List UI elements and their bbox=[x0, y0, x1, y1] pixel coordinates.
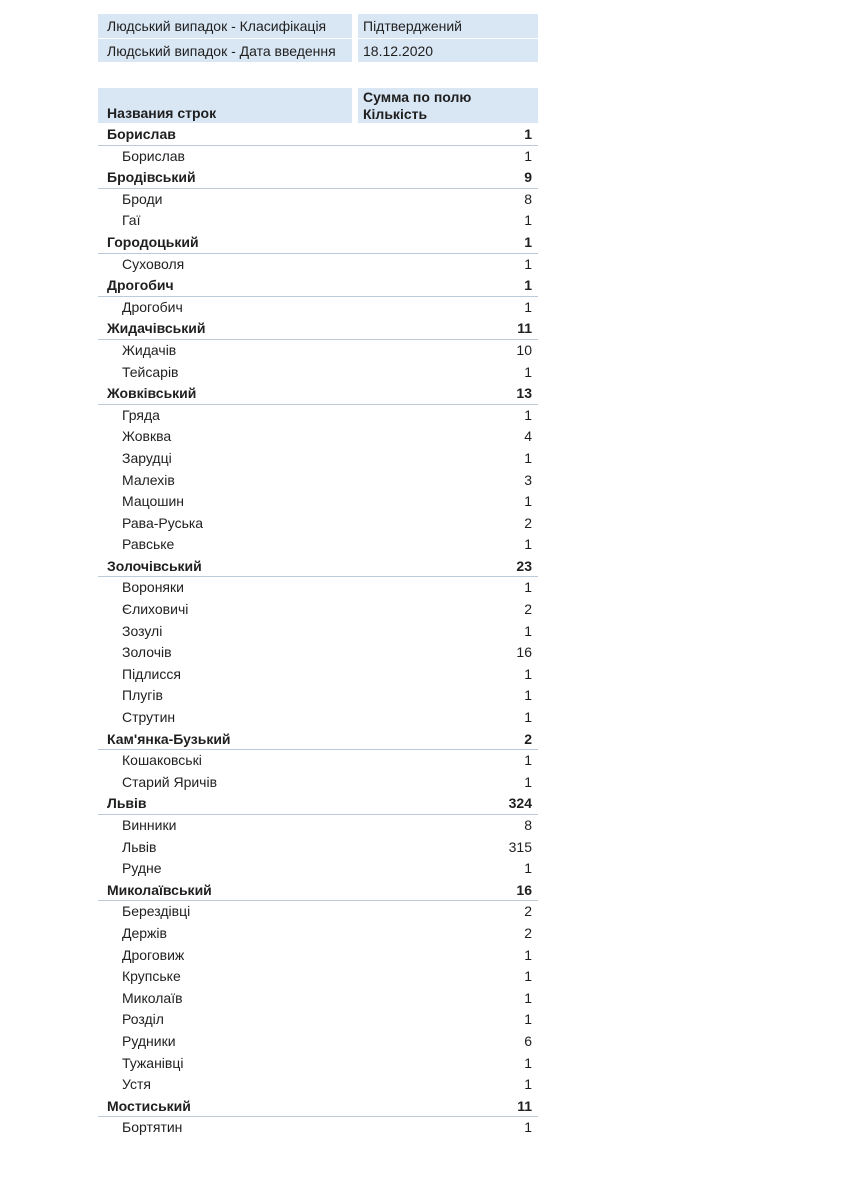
row-label: Берездівці bbox=[122, 903, 191, 920]
pivot-detail-row[interactable] bbox=[98, 513, 538, 535]
pivot-group-row[interactable] bbox=[98, 232, 538, 254]
row-value: 16 bbox=[516, 644, 532, 661]
row-value: 1 bbox=[524, 946, 532, 963]
pivot-detail-row[interactable] bbox=[98, 491, 538, 513]
pivot-detail-row[interactable] bbox=[98, 685, 538, 707]
row-label: Єлиховичі bbox=[122, 601, 189, 618]
pivot-detail-row[interactable] bbox=[98, 815, 538, 837]
row-value: 10 bbox=[516, 341, 532, 358]
pivot-group-row[interactable] bbox=[98, 275, 538, 297]
row-label: Дрогобич bbox=[107, 277, 174, 294]
row-label: Борислав bbox=[107, 126, 176, 142]
pivot-header-row bbox=[98, 88, 538, 123]
row-label: Рудники bbox=[122, 1032, 176, 1049]
values-header-line1: Сумма по полю bbox=[363, 89, 472, 105]
pivot-detail-row[interactable] bbox=[98, 750, 538, 772]
row-label: Кам'янка-Бузький bbox=[107, 730, 231, 747]
row-value: 1 bbox=[524, 212, 532, 229]
row-value: 1 bbox=[524, 709, 532, 726]
row-value: 2 bbox=[524, 730, 532, 747]
pivot-detail-row[interactable] bbox=[98, 923, 538, 945]
pivot-detail-row[interactable] bbox=[98, 988, 538, 1010]
pivot-detail-row[interactable] bbox=[98, 707, 538, 729]
pivot-detail-row[interactable] bbox=[98, 146, 538, 168]
row-label: Вороняки bbox=[122, 579, 184, 596]
row-label: Львів bbox=[122, 838, 157, 855]
row-label: Крупське bbox=[122, 968, 181, 985]
pivot-group-row[interactable] bbox=[98, 318, 538, 340]
pivot-detail-row[interactable] bbox=[98, 599, 538, 621]
row-label: Жидачів bbox=[122, 341, 177, 358]
row-value: 11 bbox=[517, 320, 532, 337]
row-value: 1 bbox=[524, 277, 532, 294]
row-value: 2 bbox=[524, 924, 532, 941]
pivot-detail-row[interactable] bbox=[98, 1031, 538, 1053]
row-value: 13 bbox=[516, 385, 532, 402]
pivot-rows-area bbox=[98, 124, 538, 1139]
row-value: 1 bbox=[524, 622, 532, 639]
pivot-detail-row[interactable] bbox=[98, 448, 538, 470]
row-label: Суховоля bbox=[122, 255, 185, 272]
values-header-line2: Кількість bbox=[363, 105, 428, 122]
filter-value-entry-date[interactable]: 18.12.2020 bbox=[358, 38, 538, 62]
pivot-detail-row[interactable] bbox=[98, 642, 538, 664]
row-label: Рава-Руська bbox=[122, 514, 204, 531]
row-value: 1 bbox=[524, 579, 532, 596]
row-label: Держів bbox=[122, 924, 167, 941]
row-value: 1 bbox=[524, 363, 532, 380]
pivot-detail-row[interactable] bbox=[98, 426, 538, 448]
row-value: 3 bbox=[524, 471, 532, 488]
row-value: 16 bbox=[516, 881, 532, 898]
pivot-group-row[interactable] bbox=[98, 793, 538, 815]
pivot-detail-row[interactable] bbox=[98, 470, 538, 492]
row-value: 11 bbox=[517, 1097, 532, 1114]
row-value: 1 bbox=[524, 493, 532, 510]
row-value: 2 bbox=[524, 514, 532, 531]
pivot-detail-row[interactable] bbox=[98, 901, 538, 923]
row-value: 1 bbox=[524, 449, 532, 466]
filter-label-entry-date: Людський випадок - Дата введення bbox=[98, 38, 352, 62]
row-value: 2 bbox=[524, 903, 532, 920]
row-label: Дроговиж bbox=[122, 946, 185, 963]
pivot-group-row[interactable] bbox=[98, 1096, 538, 1118]
row-label: Равське bbox=[122, 536, 175, 553]
row-value: 1 bbox=[524, 126, 532, 142]
row-value: 1 bbox=[524, 1054, 532, 1071]
row-label: Розділ bbox=[122, 1011, 164, 1028]
pivot-detail-row[interactable] bbox=[98, 1009, 538, 1031]
pivot-detail-row[interactable] bbox=[98, 966, 538, 988]
pivot-detail-row[interactable] bbox=[98, 405, 538, 427]
row-value: 4 bbox=[524, 428, 532, 445]
pivot-detail-row[interactable] bbox=[98, 837, 538, 859]
pivot-group-row[interactable] bbox=[98, 880, 538, 902]
row-value: 1 bbox=[524, 968, 532, 985]
row-label: Плугів bbox=[122, 687, 163, 704]
row-value: 1 bbox=[524, 255, 532, 272]
pivot-detail-row[interactable] bbox=[98, 210, 538, 232]
pivot-detail-row[interactable] bbox=[98, 577, 538, 599]
row-label: Золочів bbox=[122, 644, 172, 661]
row-label: Броди bbox=[122, 190, 163, 207]
row-label: Рудне bbox=[122, 860, 162, 877]
row-value: 1 bbox=[524, 233, 532, 250]
row-label: Тужанівці bbox=[122, 1054, 184, 1071]
row-value: 1 bbox=[524, 1076, 532, 1093]
pivot-detail-row[interactable] bbox=[98, 621, 538, 643]
row-label: Дрогобич bbox=[122, 298, 183, 315]
pivot-group-row[interactable] bbox=[98, 556, 538, 578]
row-value: 8 bbox=[524, 190, 532, 207]
filter-value-classification[interactable]: Підтверджений bbox=[358, 14, 538, 38]
pivot-detail-row[interactable] bbox=[98, 1117, 538, 1139]
row-value: 315 bbox=[508, 838, 532, 855]
pivot-detail-row[interactable] bbox=[98, 254, 538, 276]
pivot-group-row[interactable] bbox=[98, 124, 538, 146]
pivot-detail-row[interactable] bbox=[98, 772, 538, 794]
filter-label-classification: Людський випадок - Класифікація bbox=[98, 14, 352, 38]
row-label: Струтин bbox=[122, 709, 176, 726]
row-label: Підлисся bbox=[122, 665, 181, 682]
row-label: Борислав bbox=[122, 147, 185, 164]
row-label: Кошаковські bbox=[122, 752, 202, 769]
pivot-table-sheet bbox=[98, 14, 538, 1139]
row-label: Жидачівський bbox=[107, 320, 206, 337]
pivot-detail-row[interactable] bbox=[98, 664, 538, 686]
row-label: Тейсарів bbox=[122, 363, 179, 380]
row-labels-header[interactable]: Названия строк bbox=[98, 88, 352, 123]
row-label: Бортятин bbox=[122, 1119, 183, 1136]
row-value: 1 bbox=[524, 752, 532, 769]
row-label: Миколаївський bbox=[107, 881, 212, 898]
row-value: 23 bbox=[516, 557, 532, 574]
row-value: 1 bbox=[524, 298, 532, 315]
row-value: 1 bbox=[524, 773, 532, 790]
row-label: Жовківський bbox=[107, 385, 197, 402]
values-header bbox=[358, 88, 538, 123]
row-label: Мостиський bbox=[107, 1097, 191, 1114]
row-label: Мацошин bbox=[122, 493, 185, 510]
row-value: 6 bbox=[524, 1032, 532, 1049]
row-label: Устя bbox=[122, 1076, 151, 1093]
row-value: 1 bbox=[524, 147, 532, 164]
row-value: 1 bbox=[524, 665, 532, 682]
row-label: Миколаїв bbox=[122, 989, 183, 1006]
row-value: 1 bbox=[524, 860, 532, 877]
row-value: 324 bbox=[508, 795, 532, 812]
row-value: 1 bbox=[524, 406, 532, 423]
row-value: 1 bbox=[524, 1119, 532, 1136]
pivot-detail-row[interactable] bbox=[98, 858, 538, 880]
filter-row-entry-date bbox=[98, 38, 538, 62]
row-value: 1 bbox=[524, 687, 532, 704]
pivot-detail-row[interactable] bbox=[98, 1053, 538, 1075]
pivot-detail-row[interactable] bbox=[98, 297, 538, 319]
pivot-detail-row[interactable] bbox=[98, 945, 538, 967]
row-value: 1 bbox=[524, 1011, 532, 1028]
row-value: 1 bbox=[524, 536, 532, 553]
pivot-group-row[interactable] bbox=[98, 729, 538, 751]
pivot-group-row[interactable] bbox=[98, 383, 538, 405]
row-label: Винники bbox=[122, 817, 177, 833]
row-value: 2 bbox=[524, 601, 532, 618]
row-label: Золочівський bbox=[107, 557, 202, 574]
row-label: Бродівський bbox=[107, 169, 196, 186]
pivot-filter-area bbox=[98, 14, 538, 62]
pivot-detail-row[interactable] bbox=[98, 189, 538, 211]
row-label: Старий Яричів bbox=[122, 773, 218, 790]
pivot-detail-row[interactable] bbox=[98, 362, 538, 384]
row-label: Львів bbox=[107, 795, 147, 812]
row-value: 8 bbox=[524, 817, 532, 833]
row-label: Городоцький bbox=[107, 233, 199, 250]
row-label: Гряда bbox=[122, 406, 160, 423]
pivot-detail-row[interactable] bbox=[98, 1074, 538, 1096]
pivot-group-row[interactable] bbox=[98, 167, 538, 189]
row-label: Малехів bbox=[122, 471, 175, 488]
row-value: 1 bbox=[524, 989, 532, 1006]
pivot-detail-row[interactable] bbox=[98, 534, 538, 556]
row-value: 9 bbox=[524, 169, 532, 186]
row-label: Гаї bbox=[122, 212, 141, 229]
pivot-detail-row[interactable] bbox=[98, 340, 538, 362]
row-label: Жовква bbox=[122, 428, 172, 445]
filter-row-classification bbox=[98, 14, 538, 38]
row-label: Зозулі bbox=[122, 622, 163, 639]
row-label: Зарудці bbox=[122, 449, 172, 466]
